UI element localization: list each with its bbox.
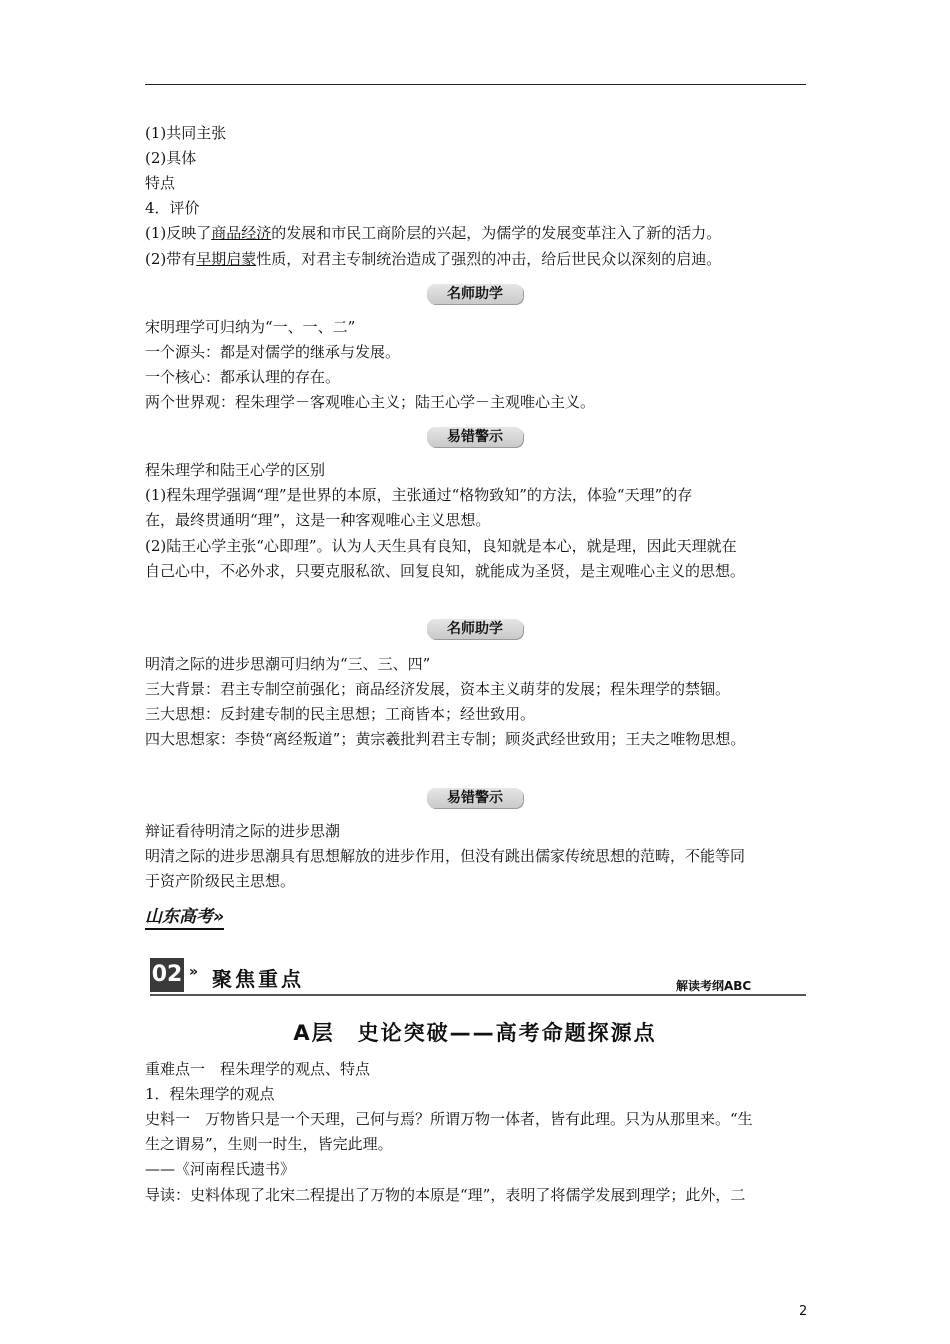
text-line: 自己心中，不必外求，只要克服私欲、回复良知，就能成为圣贤，是主观唯心主义的思想。 [145,562,746,580]
text-line: 在，最终贯通明“理”，这是一种客观唯心主义思想。 [145,511,491,529]
warning-badge: 易错警示 [427,427,523,447]
text-line: 1．程朱理学的观点 [145,1085,275,1103]
text-line: 于资产阶级民主思想。 [145,872,296,890]
text-line: 三大思想：反封建专制的民主思想；工商皆本；经世致用。 [145,705,536,723]
text-line: 导读：史料体现了北宋二程提出了万物的本原是“理”，表明了将儒学发展到理学；此外，二 [145,1186,746,1204]
section-title: 聚焦重点 [212,967,304,991]
text-line: (1)程朱理学强调“理”是世界的本原，主张通过“格物致知”的方法，体验“天理”的存 [145,486,693,504]
text-line: 4．评价 [145,199,200,217]
text-line: (2)具体 [145,149,197,167]
text-line: 特点 [145,174,176,192]
text-line: 辩证看待明清之际的进步思潮 [145,822,341,840]
evaluation-line-2: (2)带有早期启蒙性质，对君主专制统治造成了强烈的冲击，给后世民众以深刻的启迪。 [145,250,722,268]
section-number: 02 [150,958,184,992]
text-line: ——《河南程氏遗书》 [145,1160,296,1178]
layer-title: A层 史论突破——高考命题探源点 [293,1021,657,1045]
evaluation-line-1: (1)反映了商品经济的发展和市民工商阶层的兴起，为儒学的发展变革注入了新的活力。 [145,224,722,242]
section-rule [150,994,806,996]
section-arrow-icon: » [189,964,199,980]
text-line: 生之谓易”，生则一时生，皆完此理。 [145,1135,393,1153]
text-line: 史料一 万物皆只是一个天理，己何与焉？所谓万物一体者，皆有此理。只为从那里来。“生 [145,1110,753,1128]
text-line: 宋明理学可归纳为“一、一、二” [145,318,356,336]
warning-badge: 易错警示 [427,788,523,808]
text-line: 两个世界观：程朱理学－客观唯心主义；陆王心学－主观唯心主义。 [145,393,596,411]
text-line: (2)陆王心学主张“心即理”。认为人天生具有良知，良知就是本心，就是理，因此天理就在 [145,537,737,555]
text-line: 一个核心：都承认理的存在。 [145,368,341,386]
text-line: 程朱理学和陆王心学的区别 [145,461,326,479]
text-line: 一个源头：都是对儒学的继承与发展。 [145,343,401,361]
text-line: 四大思想家：李贽“离经叛道”；黄宗羲批判君主专制；顾炎武经世致用；王夫之唯物思想。 [145,730,746,748]
text-line: 明清之际的进步思潮可归纳为“三、三、四” [145,655,431,673]
page-number: 2 [799,1304,808,1319]
text-line: 三大背景：君主专制空前强化；商品经济发展，资本主义萌芽的发展；程朱理学的禁锢。 [145,680,731,698]
text-line: 明清之际的进步思潮具有思想解放的进步作用，但没有跳出儒家传统思想的范畴，不能等同 [145,847,746,865]
tip-badge: 名师助学 [427,284,523,304]
section-subtitle: 解读考纲ABC [676,979,752,993]
text-line: (1)共同主张 [145,124,227,142]
header-rule [145,84,806,85]
text-line: 重难点一 程朱理学的观点、特点 [145,1060,371,1078]
shandong-heading: 山东高考» [145,902,224,930]
tip-badge: 名师助学 [427,619,523,639]
